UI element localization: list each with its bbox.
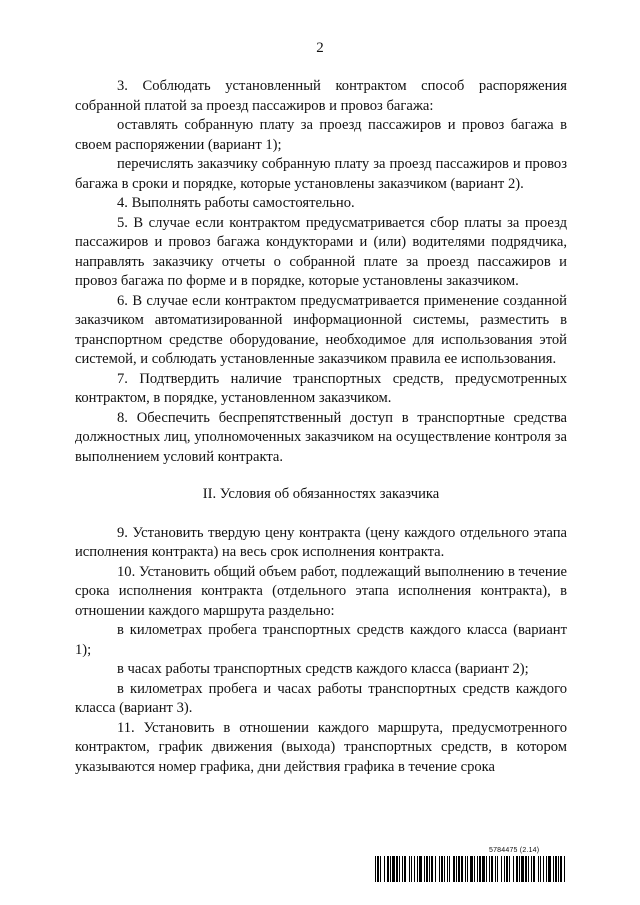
paragraph: 3. Соблюдать установленный контрактом способ распоряжения собранной платой за проезд пассажиров и провоз багажа: [75,78,567,114]
barcode [375,856,567,882]
document-code: 5784475 (2.14) [489,847,540,854]
paragraph: 6. В случае если контрактом предусматривается применение созданной заказчиком автоматизированной информационной системы, разместить в транспортном средстве оборудование, необходимое для использования этой системой, и соблюдать установленные заказчиком правила ее использования. [75,292,567,367]
paragraph: 9. Установить твердую цену контракта (цену каждого отдельного этапа исполнения контракта) на весь срок исполнения контракта. [75,524,567,560]
paragraph: 8. Обеспечить беспрепятственный доступ в транспортные средства должностных лиц, уполномоченных заказчиком на осуществление контроля за выполнением условий контракта. [75,409,567,465]
page-number: 2 [316,40,324,56]
paragraph: оставлять собранную плату за проезд пассажиров и провоз багажа в своем распоряжении (вариант 1); [75,117,567,153]
paragraph: перечислять заказчику собранную плату за проезд пассажиров и провоз багажа в сроки и порядке, которые установлены заказчиком (вариант 2). [75,156,567,192]
paragraph: 11. Установить в отношении каждого маршрута, предусмотренного контрактом, график движения (выхода) транспортных средств, в котором указываются номер графика, дни действия графика в течение срока [75,719,567,775]
paragraph: в километрах пробега транспортных средств каждого класса (вариант 1); [75,622,567,658]
paragraph: 10. Установить общий объем работ, подлежащий выполнению в течение срока исполнения контракта (отдельного этапа исполнения контракта), в отношении каждого маршрута раздельно: [75,563,567,619]
paragraph: 4. Выполнять работы самостоятельно. [117,195,355,211]
document-body [75,77,567,777]
section-heading: II. Условия об обязанностях заказчика [202,486,440,502]
paragraph: 5. В случае если контрактом предусматривается сбор платы за проезд пассажиров и провоз багажа кондукторами и (или) водителями подрядчика, направлять заказчику отчеты о собранной плате за проезд пассажиров и провоз багажа по форме и в порядке, которые установлены заказчиком. [75,214,567,289]
paragraph: в километрах пробега и часах работы транспортных средств каждого класса (вариант 3). [75,680,567,716]
paragraph: 7. Подтвердить наличие транспортных средств, предусмотренных контрактом, в порядке, установленном заказчиком. [75,370,567,406]
paragraph: в часах работы транспортных средств каждого класса (вариант 2); [117,661,529,677]
